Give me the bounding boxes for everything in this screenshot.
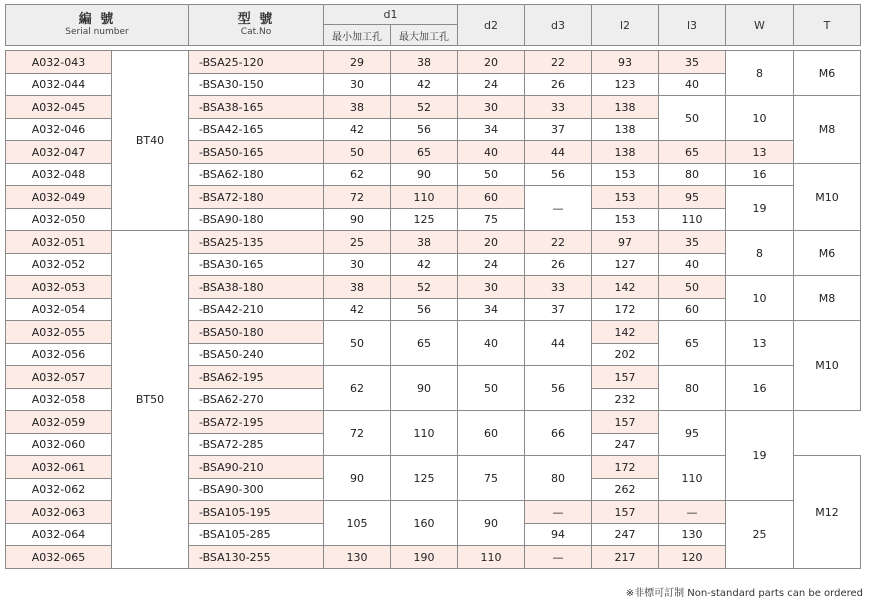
group-bt50: BT50	[112, 231, 189, 569]
table-cell: 138	[592, 141, 659, 164]
table-cell: 50	[324, 321, 391, 366]
table-cell-cat: -BSA38-180	[189, 276, 324, 299]
table-cell: 157	[592, 501, 659, 524]
table-cell: 38	[324, 276, 391, 299]
table-cell-serial: A032-044	[6, 74, 112, 96]
table-cell: 110	[391, 186, 458, 209]
table-cell-serial: A032-062	[6, 479, 112, 501]
table-cell-cat: -BSA105-285	[189, 524, 324, 546]
table-cell-cat: -BSA50-240	[189, 344, 324, 366]
table-cell: 110	[659, 209, 726, 231]
table-cell-cat: -BSA72-285	[189, 434, 324, 456]
table-cell-serial: A032-052	[6, 254, 112, 276]
table-cell: 153	[592, 209, 659, 231]
table-cell: 90	[391, 366, 458, 411]
table-cell: 95	[659, 186, 726, 209]
table-cell: 172	[592, 456, 659, 479]
table-cell: 247	[592, 434, 659, 456]
table-cell: 33	[525, 96, 592, 119]
table-cell: 80	[659, 164, 726, 186]
table-cell: 130	[324, 546, 391, 569]
table-cell: 202	[592, 344, 659, 366]
table-cell: —	[525, 546, 592, 569]
table-cell: 123	[592, 74, 659, 96]
group-bt40: BT40	[112, 51, 189, 231]
table-cell: 65	[659, 321, 726, 366]
table-cell: 247	[592, 524, 659, 546]
table-cell: 30	[458, 276, 525, 299]
table-cell: 25	[324, 231, 391, 254]
table-cell: 30	[324, 254, 391, 276]
table-cell: 153	[592, 186, 659, 209]
table-cell-serial: A032-056	[6, 344, 112, 366]
table-cell: 142	[592, 276, 659, 299]
table-cell: M6	[794, 231, 861, 276]
table-cell: 33	[525, 276, 592, 299]
table-cell: 26	[525, 254, 592, 276]
table-cell: —	[659, 501, 726, 524]
table-cell: 56	[525, 164, 592, 186]
table-cell: 34	[458, 299, 525, 321]
table-cell: 10	[726, 96, 794, 141]
l2-header: l2	[592, 5, 659, 46]
table-cell: 40	[458, 321, 525, 366]
table-cell: 22	[525, 231, 592, 254]
table-cell-serial: A032-054	[6, 299, 112, 321]
table-cell-cat: -BSA72-180	[189, 186, 324, 209]
table-cell: M12	[794, 456, 861, 569]
table-cell: 10	[726, 276, 794, 321]
table-cell-cat: -BSA38-165	[189, 96, 324, 119]
table-cell: 138	[592, 96, 659, 119]
table-cell: M10	[794, 321, 861, 411]
table-cell-serial: A032-055	[6, 321, 112, 344]
cat-header	[189, 5, 324, 46]
table-cell-cat: -BSA30-165	[189, 254, 324, 276]
table-cell: M8	[794, 96, 861, 164]
d1-min-header: 最小加工孔	[324, 25, 391, 46]
table-cell: 50	[659, 276, 726, 299]
table-cell: 172	[592, 299, 659, 321]
table-cell: 130	[659, 524, 726, 546]
table-cell: M10	[794, 164, 861, 231]
table-cell: 30	[458, 96, 525, 119]
table-cell: 190	[391, 546, 458, 569]
table-cell: 56	[525, 366, 592, 411]
table-cell: 22	[525, 51, 592, 74]
table-cell-serial: A032-059	[6, 411, 112, 434]
table-cell: 24	[458, 254, 525, 276]
spec-table	[5, 4, 861, 569]
table-cell: 56	[391, 119, 458, 141]
table-cell: 52	[391, 276, 458, 299]
table-cell: 24	[458, 74, 525, 96]
table-cell: 42	[324, 119, 391, 141]
table-cell-cat: -BSA62-195	[189, 366, 324, 389]
table-cell-serial: A032-045	[6, 96, 112, 119]
table-cell: 44	[525, 321, 592, 366]
table-cell: 34	[458, 119, 525, 141]
table-cell: 65	[391, 141, 458, 164]
table-cell: 42	[324, 299, 391, 321]
table-cell: 105	[324, 501, 391, 546]
table-cell: 25	[726, 501, 794, 569]
table-cell: 30	[324, 74, 391, 96]
table-cell: 157	[592, 411, 659, 434]
table-cell: M8	[794, 276, 861, 321]
table-cell: 42	[391, 254, 458, 276]
table-cell: 42	[391, 74, 458, 96]
table-cell: 13	[726, 141, 794, 164]
table-cell: 217	[592, 546, 659, 569]
table-cell: 16	[726, 164, 794, 186]
table-cell: 20	[458, 231, 525, 254]
table-cell-cat: -BSA105-195	[189, 501, 324, 524]
table-cell: 160	[391, 501, 458, 546]
table-cell: 125	[391, 456, 458, 501]
table-cell: 50	[324, 141, 391, 164]
table-cell: 125	[391, 209, 458, 231]
table-cell: 80	[659, 366, 726, 411]
serial-header-zh: 編 號	[78, 12, 116, 27]
table-cell: 157	[592, 366, 659, 389]
table-cell: 20	[458, 51, 525, 74]
table-cell: 50	[458, 366, 525, 411]
table-cell-serial: A032-063	[6, 501, 112, 524]
table-cell-serial: A032-047	[6, 141, 112, 164]
table-cell-serial: A032-049	[6, 186, 112, 209]
table-cell: 50	[458, 164, 525, 186]
d2-header: d2	[458, 5, 525, 46]
table-cell: 65	[391, 321, 458, 366]
table-cell: 110	[391, 411, 458, 456]
table-cell: 60	[458, 411, 525, 456]
table-cell: 35	[659, 231, 726, 254]
table-cell-cat: -BSA90-300	[189, 479, 324, 501]
d1-header: d1	[324, 5, 458, 25]
table-cell: 65	[659, 141, 726, 164]
table-cell-cat: -BSA30-150	[189, 74, 324, 96]
table-cell: 38	[391, 231, 458, 254]
table-cell-cat: -BSA72-195	[189, 411, 324, 434]
table-cell: 138	[592, 119, 659, 141]
table-cell: 66	[525, 411, 592, 456]
table-cell-serial: A032-057	[6, 366, 112, 389]
serial-header	[6, 5, 189, 46]
table-cell: 62	[324, 164, 391, 186]
table-cell-serial: A032-060	[6, 434, 112, 456]
table-cell: 40	[458, 141, 525, 164]
l3-header: l3	[659, 5, 726, 46]
table-cell-serial: A032-048	[6, 164, 112, 186]
table-cell: 13	[726, 321, 794, 366]
table-cell: 127	[592, 254, 659, 276]
table-cell: —	[525, 186, 592, 231]
table-cell-serial: A032-053	[6, 276, 112, 299]
table-cell-cat: -BSA50-180	[189, 321, 324, 344]
cat-header-zh: 型 號	[237, 12, 275, 27]
table-cell: 75	[458, 456, 525, 501]
table-cell: —	[525, 501, 592, 524]
t-header: T	[794, 5, 861, 46]
d3-header: d3	[525, 5, 592, 46]
table-cell-cat: -BSA62-270	[189, 389, 324, 411]
table-cell-cat: -BSA42-165	[189, 119, 324, 141]
table-cell-cat: -BSA90-180	[189, 209, 324, 231]
table-cell: 16	[726, 366, 794, 411]
table-cell: 75	[458, 209, 525, 231]
table-cell: 35	[659, 51, 726, 74]
table-cell: 56	[391, 299, 458, 321]
table-cell-cat: -BSA25-135	[189, 231, 324, 254]
footnote: ※非標可訂制 Non-standard parts can be ordered	[625, 588, 863, 599]
table-cell-cat: -BSA90-210	[189, 456, 324, 479]
table-cell-cat: -BSA130-255	[189, 546, 324, 569]
table-cell: 97	[592, 231, 659, 254]
table-cell: 26	[525, 74, 592, 96]
table-cell: 72	[324, 411, 391, 456]
table-cell: 38	[324, 96, 391, 119]
table-cell-serial: A032-046	[6, 119, 112, 141]
table-cell: 19	[726, 411, 794, 501]
table-cell: 142	[592, 321, 659, 344]
table-cell: 19	[726, 186, 794, 231]
d1-max-header: 最大加工孔	[391, 25, 458, 46]
table-cell: 72	[324, 186, 391, 209]
table-cell: 62	[324, 366, 391, 411]
table-cell: 95	[659, 411, 726, 456]
table-cell: 262	[592, 479, 659, 501]
table-cell: 153	[592, 164, 659, 186]
table-cell: M6	[794, 51, 861, 96]
table-cell-serial: A032-064	[6, 524, 112, 546]
table-cell: 90	[458, 501, 525, 546]
table-cell: 40	[659, 254, 726, 276]
table-cell: 60	[659, 299, 726, 321]
table-cell: 37	[525, 299, 592, 321]
table-cell-cat: -BSA42-210	[189, 299, 324, 321]
w-header: W	[726, 5, 794, 46]
table-cell: 44	[525, 141, 592, 164]
table-cell: 94	[525, 524, 592, 546]
table-cell-serial: A032-051	[6, 231, 112, 254]
table-cell-cat: -BSA25-120	[189, 51, 324, 74]
table-cell: 110	[659, 456, 726, 501]
table-cell: 29	[324, 51, 391, 74]
table-cell: 232	[592, 389, 659, 411]
table-cell: 110	[458, 546, 525, 569]
table-cell: 90	[391, 164, 458, 186]
table-cell-serial: A032-058	[6, 389, 112, 411]
table-cell: 93	[592, 51, 659, 74]
table-cell-serial: A032-043	[6, 51, 112, 74]
serial-header-en: Serial number	[65, 27, 129, 37]
table-cell: 120	[659, 546, 726, 569]
table-cell: 8	[726, 51, 794, 96]
table-cell: 37	[525, 119, 592, 141]
table-cell: 40	[659, 74, 726, 96]
table-cell-serial: A032-065	[6, 546, 112, 569]
cat-header-en: Cat.No	[240, 27, 272, 37]
table-cell-serial: A032-050	[6, 209, 112, 231]
table-cell: 52	[391, 96, 458, 119]
table-cell: 38	[391, 51, 458, 74]
table-cell: 80	[525, 456, 592, 501]
table-cell-serial: A032-061	[6, 456, 112, 479]
table-cell: 8	[726, 231, 794, 276]
table-cell-cat: -BSA50-165	[189, 141, 324, 164]
table-cell-cat: -BSA62-180	[189, 164, 324, 186]
table-cell: 90	[324, 209, 391, 231]
table-cell: 50	[659, 96, 726, 141]
table-cell: 60	[458, 186, 525, 209]
table-cell: 90	[324, 456, 391, 501]
